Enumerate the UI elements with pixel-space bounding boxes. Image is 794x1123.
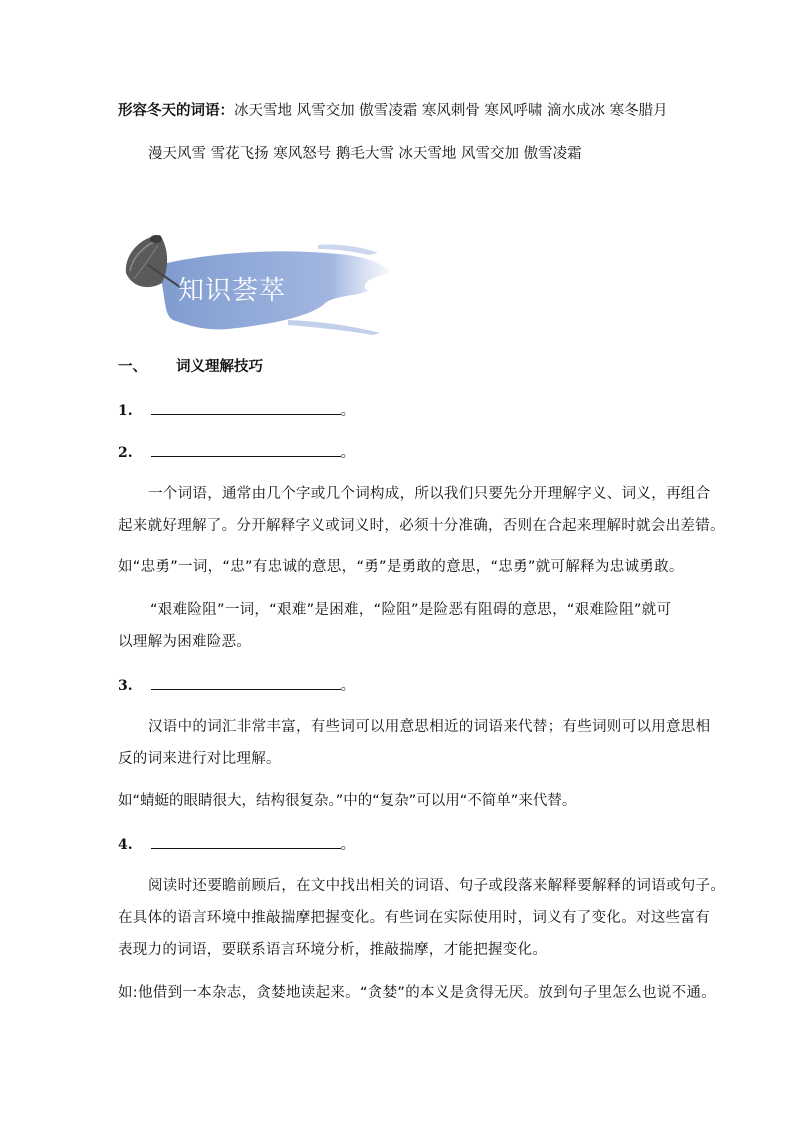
answer-blank-2[interactable] bbox=[151, 442, 341, 457]
fill-item-1 bbox=[118, 400, 355, 421]
item-number: 2. bbox=[118, 445, 133, 461]
item-suffix: 。 bbox=[340, 403, 356, 419]
paragraph-line: 如:他借到一本杂志，贪婪地读起来。“贪婪”的本义是贪得无厌。放到句子里怎么也说不通。 bbox=[118, 985, 717, 1001]
answer-blank-1[interactable] bbox=[151, 400, 341, 415]
item-number: 3. bbox=[118, 678, 133, 694]
paragraph-line: 以理解为困难险恶。 bbox=[118, 634, 252, 650]
item-suffix: 。 bbox=[340, 445, 356, 461]
winter-words-label: 形容冬天的词语： bbox=[118, 103, 234, 119]
fill-item-2 bbox=[118, 442, 355, 463]
paragraph-line: 在具体的语言环境中推敲揣摩把握变化。有些词在实际使用时，词义有了变化。对这些富有 bbox=[118, 910, 710, 926]
paragraph-line: 一个词语，通常由几个字或几个词构成，所以我们只要先分开理解字义、词义，再组合 bbox=[148, 486, 711, 502]
paragraph-line: 阅读时还要瞻前顾后，在文中找出相关的词语、句子或段落来解释要解释的词语或句子。 bbox=[148, 878, 726, 894]
paragraph-line: “艰难险阻”一词，“艰难”是困难，“险阻”是险恶有阻碍的意思，“艰难险阻”就可 bbox=[150, 602, 672, 618]
item-suffix: 。 bbox=[340, 837, 356, 853]
section-title: 词义理解技巧 bbox=[176, 359, 263, 375]
banner-title: 知识荟萃 bbox=[178, 276, 287, 306]
paragraph-line: 起来就好理解了。分开解释字义或词义时，必须十分准确，否则在合起来理解时就会出差错。 bbox=[118, 518, 725, 534]
winter-words-line-1 bbox=[118, 101, 668, 121]
answer-blank-4[interactable] bbox=[151, 834, 341, 849]
paragraph-line: 表现力的词语，要联系语言环境分析，推敲揣摩，才能把握变化。 bbox=[118, 942, 548, 958]
paragraph-line: 汉语中的词汇非常丰富，有些词可以用意思相近的词语来代替；有些词则可以用意思相 bbox=[148, 719, 711, 735]
paragraph-line: 如“忠勇”一词，“忠”有忠诚的意思，“勇”是勇敢的意思，“忠勇”就可解释为忠诚勇敢。 bbox=[118, 559, 684, 575]
answer-blank-3[interactable] bbox=[151, 675, 341, 690]
paragraph-line: 如“蜻蜓的眼睛很大，结构很复杂。”中的“复杂”可以用“不简单”来代替。 bbox=[118, 793, 577, 809]
fill-item-4 bbox=[118, 834, 355, 855]
item-number: 1. bbox=[118, 403, 133, 419]
fill-item-3 bbox=[118, 675, 355, 696]
winter-words-text-1: 冰天雪地 风雪交加 傲雪凌霜 寒风刺骨 寒风呼啸 滴水成冰 寒冬腊月 bbox=[234, 103, 668, 119]
paragraph-line: 反的词来进行对比理解。 bbox=[118, 751, 281, 767]
item-suffix: 。 bbox=[340, 678, 356, 694]
item-number: 4. bbox=[118, 837, 133, 853]
winter-words-line-2: 漫天风雪 雪花飞扬 寒风怒号 鹅毛大雪 冰天雪地 风雪交加 傲雪凌霜 bbox=[148, 146, 582, 162]
section-number: 一、 bbox=[118, 359, 147, 375]
